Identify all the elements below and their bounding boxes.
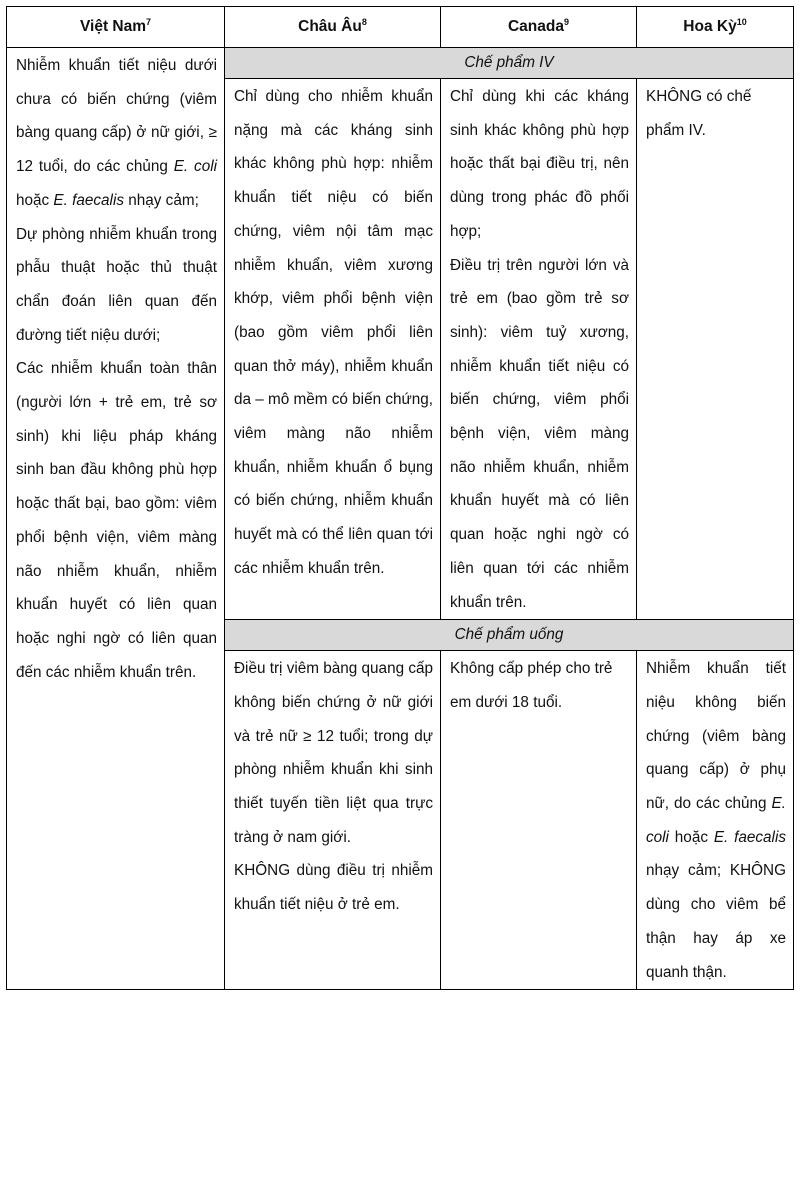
footnote-ref: 9 bbox=[563, 16, 569, 27]
footnote-ref: 7 bbox=[146, 16, 152, 27]
regulatory-comparison-table bbox=[6, 6, 794, 990]
header-canada: Canada$^9$ bbox=[441, 7, 637, 48]
canada-iv-paragraph-1: Chỉ dùng khi các kháng sinh khác không phù hợp hoặc thất bại điều trị, nên dùng trong phác đồ phối hợp; bbox=[450, 88, 629, 240]
europe-oral-paragraph-2: KHÔNG dùng điều trị nhiễm khuẩn tiết niệu ở trẻ em. bbox=[234, 862, 433, 914]
footnote-ref: 8 bbox=[361, 16, 367, 27]
europe-oral-paragraph-1: Điều trị viêm bàng quang cấp không biến chứng ở nữ giới và trẻ nữ ≥ 12 tuổi; trong dự phòng nhiễm khuẩn khi sinh thiết tuyến tiền liệt qua trực tràng ở nam giới. bbox=[234, 660, 433, 846]
europe-iv-text: Chỉ dùng cho nhiễm khuẩn nặng mà các kháng sinh khác không phù hợp: nhiễm khuẩn tiết niệu có biến chứng, viêm nội tâm mạc nhiễm khuẩn, viêm xương khớp, viêm phổi bệnh viện (bao gồm viêm phổi liên quan thở máy), nhiễm khuẩn da – mô mềm có biến chứng, viêm màng não nhiễm khuẩn, nhiễm khuẩn ổ bụng có biến chứng, nhiễm khuẩn huyết mà có thể liên quan tới các nhiễm khuẩn trên. bbox=[234, 88, 434, 577]
header-europe: Châu $Âu^8$ bbox=[225, 7, 441, 48]
iv-section-header: Chế phẩm IV bbox=[225, 48, 794, 79]
vietnam-paragraph-1: Nhiễm khuẩn tiết niệu dưới chưa có biến chứng (viêm bàng quang cấp) ở nữ giới, ≥ 12 tuổi, do các chủng E. coli hoặc E. faecalis nhạy cảm; bbox=[16, 57, 217, 209]
canada-oral-cell bbox=[441, 651, 637, 990]
europe-iv-cell bbox=[225, 79, 441, 620]
header-usa: Hoa Kỳ$^{10}$ bbox=[637, 7, 794, 48]
usa-iv-text: KHÔNG có chế phẩm IV. bbox=[646, 88, 752, 139]
header-vietnam: Việt Nam$^7$ bbox=[7, 7, 225, 48]
oral-section-header: Chế phẩm uống bbox=[225, 620, 794, 651]
usa-oral-text: Nhiễm khuẩn tiết niệu không biến chứng (viêm bàng quang cấp) ở phụ nữ, do các chủng E. coli hoặc E. faecalis nhạy cảm; KHÔNG dùng cho viêm bể thận hay áp xe quanh thận. bbox=[646, 660, 786, 981]
usa-iv-cell bbox=[637, 79, 794, 620]
iv-section-row bbox=[7, 48, 794, 79]
europe-oral-cell bbox=[225, 651, 441, 990]
vietnam-indications-cell bbox=[7, 48, 225, 990]
vietnam-paragraph-2: Dự phòng nhiễm khuẩn trong phẫu thuật hoặc thủ thuật chẩn đoán liên quan đến đường tiết niệu dưới; bbox=[16, 225, 217, 344]
document-page bbox=[6, 6, 793, 990]
canada-iv-cell bbox=[441, 79, 637, 620]
vietnam-paragraph-3: Các nhiễm khuẩn toàn thân (người lớn + trẻ em, trẻ sơ sinh) khi liệu pháp kháng sinh ban đầu không phù hợp hoặc thất bại, bao gồm: viêm phổi bệnh viện, viêm màng não nhiễm khuẩn, nhiễm khuẩn huyết có liên quan hoặc nghi ngờ có liên quan đến các nhiễm khuẩn trên. bbox=[16, 360, 217, 681]
canada-oral-text: Không cấp phép cho trẻ em dưới 18 tuổi. bbox=[450, 660, 613, 711]
canada-iv-paragraph-2: Điều trị trên người lớn và trẻ em (bao gồm trẻ sơ sinh): viêm tuỷ xương, nhiễm khuẩn tiết niệu có biến chứng, viêm phổi bệnh viện, viêm màng não nhiễm khuẩn, nhiễm khuẩn huyết mà có liên quan hoặc nghi ngờ có liên quan tới các nhiễm khuẩn trên. bbox=[450, 256, 629, 611]
usa-oral-cell bbox=[637, 651, 794, 990]
footnote-ref: 10 bbox=[736, 16, 747, 27]
header-row bbox=[7, 7, 794, 48]
